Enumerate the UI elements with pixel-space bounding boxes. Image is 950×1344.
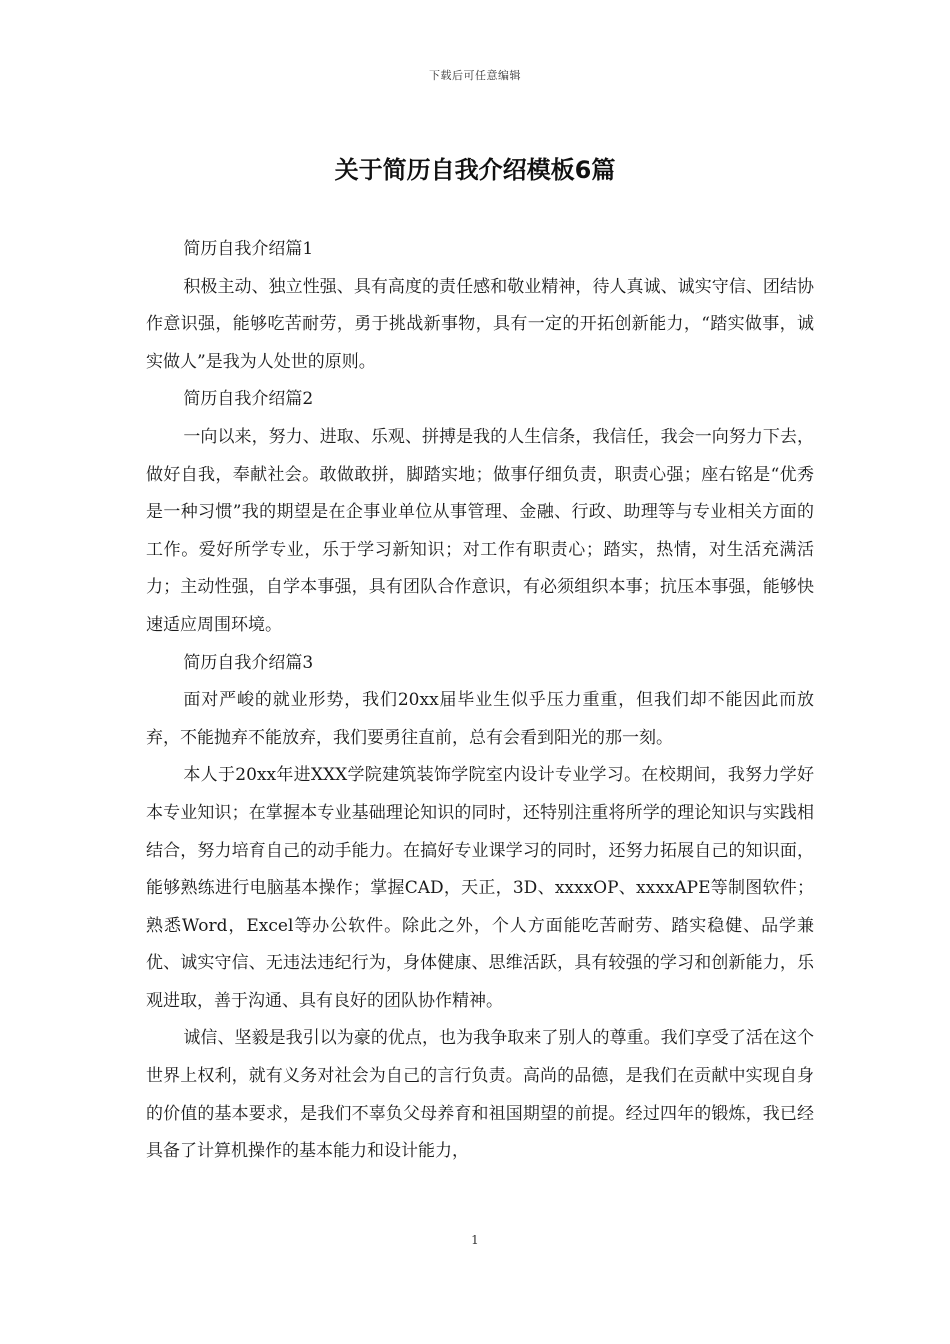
page-number: 1 [471, 1233, 479, 1247]
document-body [146, 231, 814, 1171]
section-heading: 简历自我介绍篇1 [183, 239, 314, 259]
section-heading: 简历自我介绍篇3 [183, 652, 314, 673]
paragraph: 积极主动、独立性强、具有高度的责任感和敬业精神，待人真诚、诚实守信、团结协作意识强，能够吃苦耐劳，勇于挑战新事物，具有一定的开拓创新能力，“踏实做事，诚实做人”是我为人处世的原则。 [146, 276, 814, 372]
section-heading: 简历自我介绍篇2 [183, 389, 314, 410]
paragraph: 面对严峻的就业形势，我们20xx届毕业生似乎压力重重，但我们却不能因此而放弃，不能抛弃不能放弃，我们要勇往直前，总有会看到阳光的那一刻。 [146, 690, 814, 748]
paragraph: 本人于20xx年进XXX学院建筑装饰学院室内设计专业学习。在校期间，我努力学好本专业知识；在掌握本专业基础理论知识的同时，还特别注重将所学的理论知识与实践相结合，努力培育自己的动手能力。在搞好专业课学习的同时，还努力拓展自己的知识面，能够熟练进行电脑基本操作；掌握CAD，天正，3D、xxxxOP、xxxxAPE等制图软件；熟悉Word，Excel等办公软件。除此之外，个人方面能吃苦耐劳、踏实稳健、品学兼优、诚实守信、无违法违纪行为，身体健康、思维活跃，具有较强的学习和创新能力，乐观进取，善于沟通、具有良好的团队协作精神。 [146, 765, 814, 1011]
paragraph: 诚信、坚毅是我引以为豪的优点，也为我争取来了别人的尊重。我们享受了活在这个世界上权利，就有义务对社会为自己的言行负责。高尚的品德，是我们在贡献中实现自身的价值的基本要求，是我们不辜负父母养育和祖国期望的前提。经过四年的锻炼，我已经具备了计算机操作的基本能力和设计能力， [146, 1028, 814, 1162]
document-title: 关于简历自我介绍模板6篇 [334, 156, 616, 184]
paragraph: 一向以来，努力、进取、乐观、拼搏是我的人生信条，我信任，我会一向努力下去，做好自我，奉献社会。敢做敢拼，脚踏实地；做事仔细负责，职责心强；座右铭是“优秀是一种习惯”我的期望是在企事业单位从事管理、金融、行政、助理等与专业相关方面的工作。爱好所学专业，乐于学习新知识；对工作有职责心；踏实，热情，对生活充满活力；主动性强，自学本事强，具有团队合作意识，有必须组织本事；抗压本事强，能够快速适应周围环境。 [146, 426, 814, 635]
header-note: 下载后可任意编辑 [429, 69, 521, 82]
